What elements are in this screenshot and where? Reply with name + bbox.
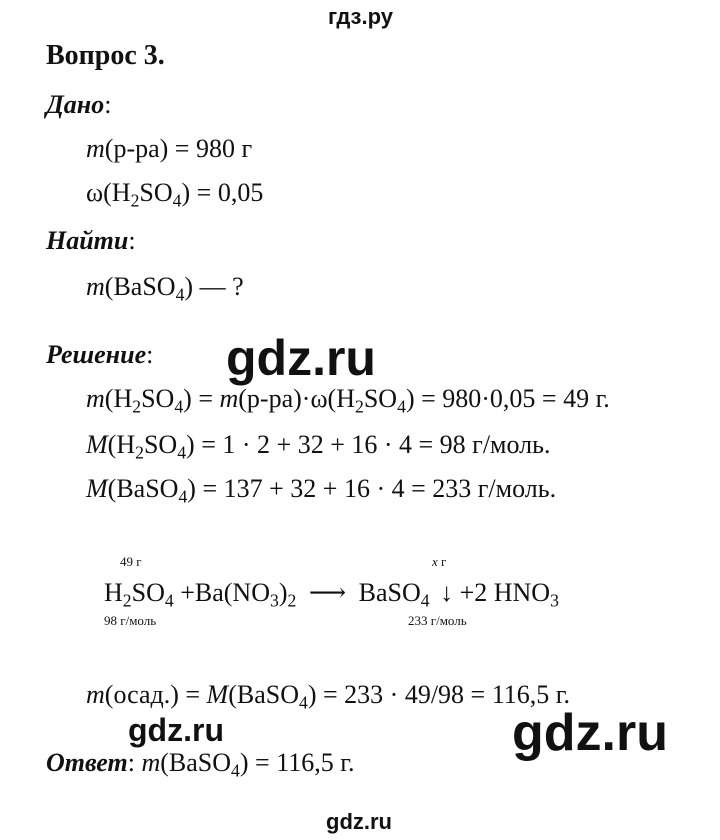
watermark-logo-left: gdz.ru [128,712,224,748]
watermark-logo-right: gdz.ru [512,704,668,762]
find-heading: Найти: [46,226,136,255]
result-line: m(осад.) = M(BaSO$_4$) = 233 · 49/98 = 116,5 г. [86,680,570,713]
reaction-equation [104,578,559,611]
equation-above-left: 49 г [120,554,142,569]
h2so4-formula: $H_2SO_4$ [104,578,174,611]
solution-label: Решение [46,340,147,369]
solution-line-sulfate-molar-mass: M(BaSO$_4$) = 137 + 32 + 16 · 4 = 233 г/моль. [86,474,557,507]
barium-nitrate-formula: $+Ba(NO_3)_2$ [173,578,297,611]
footer-watermark: gdz.ru [326,809,392,834]
answer-line: Ответ: m(BaSO$_4$) = 116,5 г. [46,748,355,781]
solution-heading: Решение: [46,340,154,369]
header-watermark: гдз.ру [328,4,393,29]
solution-line-acid-molar-mass: $M(H_2SO_4) = 1 \cdot 2 + 32 + 16 \cdot 4 = 98$ г/моль. [86,430,551,463]
nitric-acid-formula: +2 $HNO_3$ [453,578,559,611]
find-line: m(BaSO$_4$) — ? [86,272,244,305]
answer-label: Ответ [46,748,128,777]
equation-above-right: x г [432,554,447,569]
equation-below-right: 233 г/моль [408,613,467,628]
reaction-arrow-icon: ⟶ [308,578,347,607]
given-line-solution-mass: m(р-ра) = 980 г [86,134,253,163]
baso4-formula: BaSO$_4$ [358,578,430,611]
given-label: Дано [46,90,105,119]
watermark-logo-center: gdz.ru [226,330,376,386]
precipitate-down-arrow-icon: ↓ [440,578,454,607]
given-heading [46,90,111,120]
equation-below-left: 98 г/моль [104,613,157,628]
question-title: Вопрос 3. [46,40,165,71]
given-line-mass-fraction: $\omega(H_2SO_4) = 0,05$ [86,178,264,211]
given-colon: : [104,90,112,119]
solution-line-acid-mass: $m(H_2SO_4) = m(р-ра)\cdot\omega(H_2SO_4) = 980\cdot 0,05 = 49$ г. [86,384,610,417]
find-label: Найти [46,226,129,255]
